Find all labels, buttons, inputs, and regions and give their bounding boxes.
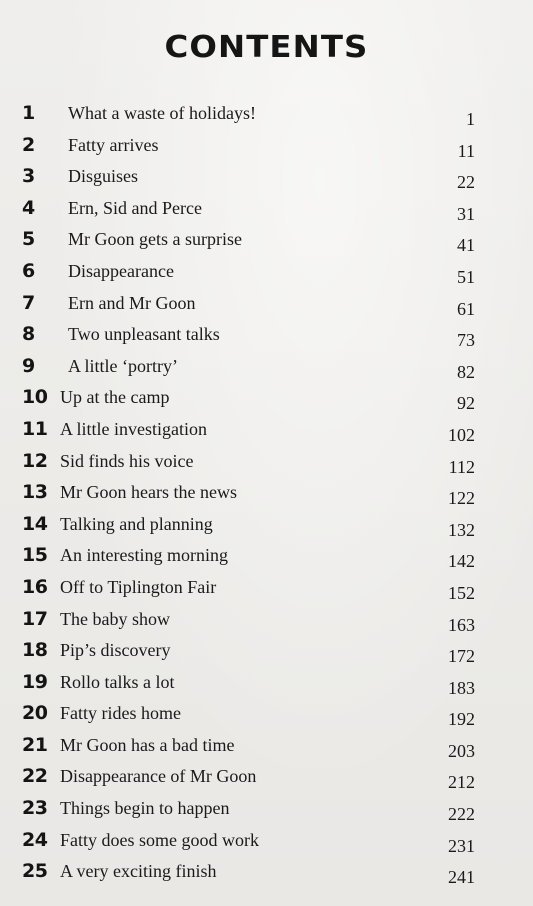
page-title: CONTENTS (164, 30, 369, 65)
chapter-number: 11 (22, 417, 48, 440)
chapter-title: Fatty rides home (60, 703, 181, 724)
chapter-row (0, 448, 533, 480)
chapter-number: 16 (22, 575, 48, 598)
chapter-number: 23 (22, 797, 48, 820)
chapter-title: A little investigation (60, 418, 207, 439)
chapter-page-number: 163 (448, 614, 475, 635)
chapter-title: A little ‘portry’ (68, 355, 178, 376)
chapter-page-number: 41 (457, 235, 475, 256)
chapter-number: 14 (22, 512, 48, 535)
chapter-number: 8 (22, 323, 35, 346)
chapter-number: 15 (22, 544, 48, 567)
chapter-title: Talking and planning (60, 513, 213, 534)
chapter-title: Things begin to happen (60, 798, 230, 819)
chapter-title: Disappearance of Mr Goon (60, 766, 257, 787)
chapter-row (0, 700, 533, 732)
chapter-row (0, 574, 533, 606)
chapter-number: 12 (22, 449, 48, 472)
chapter-page-number: 192 (448, 709, 475, 730)
chapter-title: Off to Tiplington Fair (60, 576, 217, 597)
chapter-title: Sid finds his voice (60, 450, 194, 471)
chapter-number: 24 (22, 828, 48, 851)
chapter-number: 13 (22, 481, 48, 504)
chapter-title: A very exciting finish (60, 861, 217, 882)
chapter-row (0, 384, 533, 416)
chapter-number: 9 (22, 354, 35, 377)
chapter-title: Mr Goon gets a surprise (68, 229, 242, 250)
chapter-page-number: 152 (448, 582, 475, 603)
chapter-title: Fatty arrives (68, 134, 159, 155)
chapter-number: 21 (22, 733, 48, 756)
chapter-number: 5 (22, 228, 35, 251)
chapter-title: Rollo talks a lot (60, 671, 175, 692)
chapter-title: What a waste of holidays! (68, 103, 256, 123)
chapter-number: 10 (22, 386, 48, 409)
chapter-row (0, 542, 533, 574)
chapter-row (0, 132, 533, 164)
chapter-page-number: 241 (448, 867, 475, 888)
chapter-title: Ern and Mr Goon (68, 292, 196, 313)
chapter-number: 17 (22, 607, 48, 630)
chapter-page-number: 22 (457, 172, 475, 193)
chapter-row (0, 732, 533, 764)
chapter-page-number: 61 (457, 298, 475, 319)
chapter-row (0, 511, 533, 543)
chapter-row (0, 763, 533, 795)
chapter-page-number: 183 (448, 677, 475, 698)
chapter-title: Mr Goon has a bad time (60, 734, 235, 755)
chapter-page-number: 231 (448, 835, 475, 856)
chapter-row (0, 290, 533, 322)
chapter-page-number: 51 (457, 266, 475, 287)
chapter-row (0, 606, 533, 638)
chapter-row (0, 669, 533, 701)
chapter-row (0, 226, 533, 258)
chapter-page-number: 203 (448, 740, 475, 761)
chapter-row (0, 353, 533, 385)
chapter-row (0, 858, 533, 890)
chapter-row (0, 827, 533, 859)
chapter-title: Pip’s discovery (60, 640, 171, 661)
chapter-page-number: 222 (448, 804, 475, 825)
chapter-row (0, 416, 533, 448)
chapter-row (0, 321, 533, 353)
chapter-page-number: 11 (457, 140, 475, 161)
chapter-number: 1 (22, 102, 35, 124)
chapter-number: 7 (22, 291, 35, 314)
chapter-title: An interesting morning (60, 545, 228, 566)
chapter-number: 6 (22, 259, 35, 282)
chapter-page-number: 142 (448, 551, 475, 572)
chapter-row (0, 100, 533, 132)
chapter-number: 20 (22, 702, 48, 725)
chapter-page-number: 102 (448, 424, 475, 445)
chapter-title: The baby show (60, 608, 170, 629)
chapter-title: Mr Goon hears the news (60, 482, 237, 503)
chapter-row (0, 637, 533, 669)
chapter-title: Disappearance (68, 260, 174, 281)
chapter-page-number: 82 (457, 361, 475, 382)
chapter-page-number: 132 (448, 519, 475, 540)
chapter-row (0, 795, 533, 827)
chapter-number: 3 (22, 165, 35, 188)
chapter-number: 18 (22, 639, 48, 662)
table-of-contents (0, 100, 533, 890)
chapter-number: 25 (22, 860, 48, 883)
chapter-row (0, 163, 533, 195)
chapter-page-number: 31 (457, 203, 475, 224)
chapter-title: Fatty does some good work (60, 829, 259, 850)
chapter-number: 2 (22, 133, 35, 156)
chapter-title: Disguises (68, 166, 139, 187)
chapter-number: 4 (22, 196, 35, 219)
chapter-page-number: 73 (457, 330, 475, 351)
chapter-page-number: 1 (466, 109, 475, 129)
chapter-number: 19 (22, 670, 48, 693)
chapter-row (0, 479, 533, 511)
chapter-page-number: 112 (448, 456, 475, 477)
chapter-title: Two unpleasant talks (68, 324, 220, 345)
chapter-row (0, 258, 533, 290)
chapter-page-number: 92 (457, 393, 475, 414)
chapter-number: 22 (22, 765, 48, 788)
chapter-row (0, 195, 533, 227)
chapter-page-number: 122 (448, 488, 475, 509)
chapter-page-number: 212 (448, 772, 475, 793)
chapter-title: Ern, Sid and Perce (68, 197, 202, 218)
chapter-title: Up at the camp (60, 387, 170, 408)
chapter-page-number: 172 (448, 646, 475, 667)
